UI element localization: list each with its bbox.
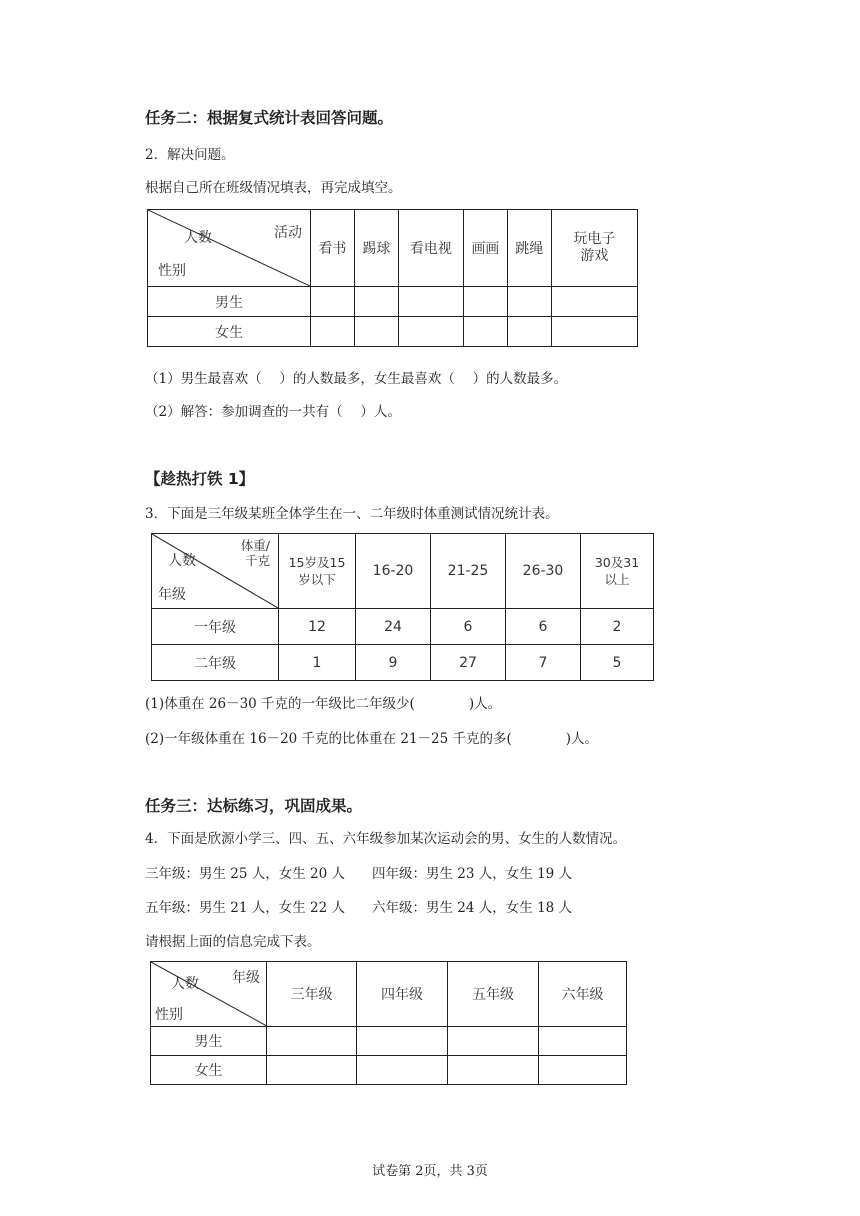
answer-cell[interactable]: [507, 287, 551, 317]
column-header: 踢球: [354, 210, 398, 287]
sports-table: [150, 961, 627, 1085]
table-cell: 6: [431, 609, 506, 645]
answer-cell[interactable]: [463, 287, 507, 317]
task3-data-line-1: 三年级：男生 25 人，女生 20 人 四年级：男生 23 人，女生 19 人: [145, 866, 573, 882]
column-header: 跳绳: [507, 210, 551, 287]
table-row: [151, 1026, 627, 1055]
column-header: 26-30: [506, 534, 581, 609]
answer-cell[interactable]: [354, 287, 398, 317]
row-label: 男生: [148, 287, 311, 317]
table-corner-header: [151, 962, 267, 1027]
row-label: 男生: [151, 1026, 267, 1055]
practice-subquestion-2: (2)一年级体重在 16－20 千克的比体重在 21－25 千克的多( )人。: [145, 731, 599, 747]
table-cell: 2: [581, 609, 654, 645]
table-cell: 1: [279, 645, 356, 681]
weight-table: [151, 533, 654, 681]
answer-cell[interactable]: [398, 287, 463, 317]
task3-data-line-2: 五年级：男生 21 人，女生 22 人 六年级：男生 24 人，女生 18 人: [145, 900, 573, 916]
answer-cell[interactable]: [357, 1055, 448, 1084]
answer-cell[interactable]: [311, 317, 355, 347]
activity-table: [147, 209, 638, 347]
column-header: [279, 534, 356, 609]
task2-subquestion-1: （1）男生最喜欢（ ）的人数最多，女生最喜欢（ ）的人数最多。: [145, 371, 568, 387]
practice-heading: 【趁热打铁 1】: [145, 470, 255, 488]
table-row: [152, 609, 654, 645]
corner-mid-label: 人数: [171, 976, 199, 992]
corner-top-right-label: 年级: [232, 970, 260, 986]
column-header-text: 玩电子游戏: [573, 231, 616, 264]
answer-cell[interactable]: [551, 287, 637, 317]
task2-instruction: 根据自己所在班级情况填表，再完成填空。: [145, 180, 402, 196]
table-corner-header: [152, 534, 279, 609]
table-cell: 6: [506, 609, 581, 645]
row-label: 女生: [151, 1055, 267, 1084]
table-cell: 12: [279, 609, 356, 645]
corner-mid-label: 人数: [184, 230, 212, 246]
answer-cell[interactable]: [448, 1055, 539, 1084]
answer-cell[interactable]: [463, 317, 507, 347]
corner-top-right-label: 体重/千克: [240, 538, 270, 568]
row-label: 一年级: [152, 609, 279, 645]
table-row: [152, 645, 654, 681]
answer-cell[interactable]: [539, 1055, 627, 1084]
row-label: 二年级: [152, 645, 279, 681]
table-row: [151, 1055, 627, 1084]
answer-cell[interactable]: [398, 317, 463, 347]
table-cell: 27: [431, 645, 506, 681]
task3-instruction: 请根据上面的信息完成下表。: [145, 934, 321, 950]
question-4-text: 4．下面是欣源小学三、四、五、六年级参加某次运动会的男、女生的人数情况。: [145, 831, 627, 847]
column-header: 看书: [311, 210, 355, 287]
column-header: 21-25: [431, 534, 506, 609]
answer-cell[interactable]: [311, 287, 355, 317]
table-cell: 5: [581, 645, 654, 681]
corner-mid-label: 人数: [168, 553, 196, 569]
table-corner-header: [148, 210, 311, 287]
answer-cell[interactable]: [507, 317, 551, 347]
row-label: 女生: [148, 317, 311, 347]
task2-subquestion-2: （2）解答：参加调查的一共有（ ）人。: [145, 404, 401, 420]
answer-cell[interactable]: [551, 317, 637, 347]
column-header: 画画: [463, 210, 507, 287]
column-header-text: 30及31以上: [594, 555, 640, 587]
column-header: 16-20: [356, 534, 431, 609]
table-cell: 7: [506, 645, 581, 681]
column-header: 六年级: [539, 962, 627, 1027]
column-header: [551, 210, 637, 287]
table-cell: 9: [356, 645, 431, 681]
column-header: 五年级: [448, 962, 539, 1027]
answer-cell[interactable]: [267, 1026, 357, 1055]
task3-heading: 任务三：达标练习，巩固成果。: [145, 797, 363, 815]
table-cell: 24: [356, 609, 431, 645]
answer-cell[interactable]: [267, 1055, 357, 1084]
question-3-text: 3．下面是三年级某班全体学生在一、二年级时体重测试情况统计表。: [145, 506, 559, 522]
table-row: [148, 287, 638, 317]
corner-top-right-label: 活动: [274, 225, 302, 241]
corner-bottom-left-label: 年级: [158, 587, 186, 603]
answer-cell[interactable]: [448, 1026, 539, 1055]
table-row: [148, 317, 638, 347]
column-header: [581, 534, 654, 609]
answer-cell[interactable]: [354, 317, 398, 347]
column-header: 四年级: [357, 962, 448, 1027]
corner-bottom-left-label: 性别: [158, 263, 186, 279]
question-2-number: 2．解决问题。: [145, 147, 235, 163]
answer-cell[interactable]: [539, 1026, 627, 1055]
practice-subquestion-1: (1)体重在 26－30 千克的一年级比二年级少( )人。: [145, 696, 502, 712]
task2-heading: 任务二：根据复式统计表回答问题。: [145, 109, 394, 127]
column-header: 看电视: [398, 210, 463, 287]
corner-bottom-left-label: 性别: [155, 1006, 183, 1023]
column-header: 三年级: [267, 962, 357, 1027]
column-header-text: 15岁及15岁以下: [288, 555, 346, 587]
page-footer: 试卷第 2页，共 3页: [372, 1164, 488, 1179]
answer-cell[interactable]: [357, 1026, 448, 1055]
